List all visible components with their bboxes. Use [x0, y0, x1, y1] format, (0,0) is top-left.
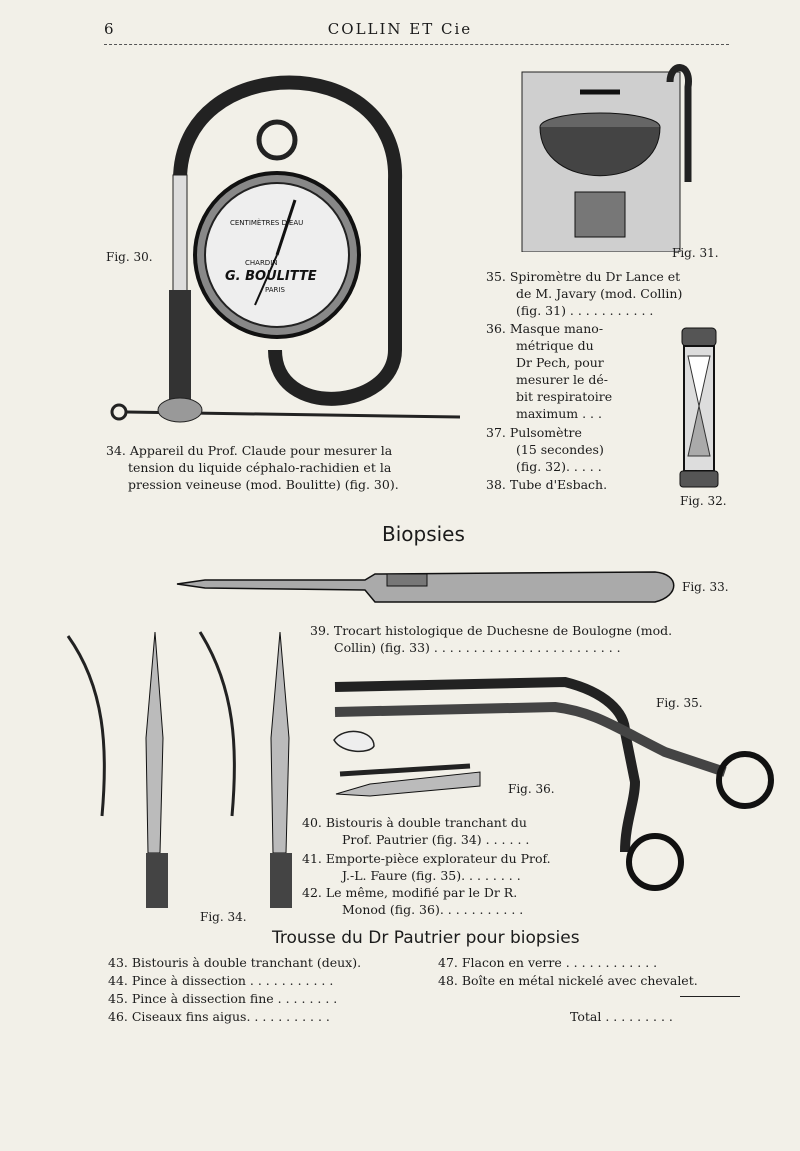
- header-rule: [104, 44, 729, 45]
- trousse-item-48: 48. Boîte en métal nickelé avec chevalet.: [438, 973, 698, 988]
- trousse-item-46: 46. Ciseaux fins aigus. . . . . . . . . . .: [108, 1009, 330, 1024]
- figure-31-spirometer-illustration: [520, 62, 730, 252]
- gauge-brand: G. BOULITTE: [225, 269, 317, 284]
- trousse-item-44: 44. Pince à dissection . . . . . . . . . . .: [108, 973, 334, 988]
- section-title-trousse: Trousse du Dr Pautrier pour biopsies: [272, 928, 580, 948]
- figure-34-scalpels-illustration: [60, 628, 310, 918]
- section-title-biopsies: Biopsies: [382, 522, 465, 546]
- item-41: 41. Emporte-pièce explorateur du Prof. J.-L. Faure (fig. 35). . . . . . . .: [302, 851, 551, 883]
- gauge-scale: CENTIMÈTRES D'EAU: [230, 219, 304, 227]
- fig-32-label: Fig. 32.: [680, 494, 727, 508]
- item-37: 37. Pulsomètre (15 secondes) (fig. 32). . . . .: [486, 425, 604, 474]
- figure-33-trocar-illustration: [175, 566, 685, 616]
- fig-36-label: Fig. 36.: [508, 782, 555, 796]
- gauge-maker: CHARDIN: [245, 259, 278, 267]
- gauge-city: PARIS: [265, 286, 285, 294]
- figure-36-punch-illustration: [330, 726, 490, 806]
- fig-34-label: Fig. 34.: [200, 910, 247, 924]
- item-38: 38. Tube d'Esbach.: [486, 477, 608, 492]
- fig-35-label: Fig. 35.: [656, 696, 703, 710]
- trousse-item-45: 45. Pince à dissection fine . . . . . . . .: [108, 991, 338, 1006]
- trousse-item-43: 43. Bistouris à double tranchant (deux).: [108, 955, 362, 970]
- figure-30-manometer-illustration: [105, 60, 465, 430]
- item-35: 35. Spiromètre du Dr Lance et de M. Javary (mod. Collin) (fig. 31) . . . . . . . . . . .: [486, 269, 683, 318]
- item-40: 40. Bistouris à double tranchant du Prof. Pautrier (fig. 34) . . . . . .: [302, 815, 530, 847]
- item-36: 36. Masque mano- métrique du Dr Pech, pour mesurer le dé- bit respiratoire maximum . . .: [486, 321, 613, 421]
- item-39: 39. Trocart histologique de Duchesne de Boulogne (mod. Collin) (fig. 33) . . . . . . . . . . . . . . . . . . . . . . . .: [310, 623, 673, 655]
- page-number: 6: [104, 20, 114, 38]
- trousse-item-47: 47. Flacon en verre . . . . . . . . . . . .: [438, 955, 658, 970]
- fig-33-label: Fig. 33.: [682, 580, 729, 594]
- fig-30-label: Fig. 30.: [106, 250, 153, 264]
- figure-32-hourglass-illustration: [676, 326, 722, 491]
- total-label: Total . . . . . . . . .: [570, 1009, 673, 1024]
- item-34: 34. Appareil du Prof. Claude pour mesurer la tension du liquide céphalo-rachidien et la pression veineuse (mod. Boulitte) (fig. 30).: [106, 443, 399, 492]
- fig-31-label: Fig. 31.: [672, 246, 719, 260]
- total-rule: [680, 996, 740, 997]
- running-header: COLLIN ET Cie: [327, 20, 473, 38]
- item-42: 42. Le même, modifié par le Dr R. Monod (fig. 36). . . . . . . . . . .: [302, 885, 524, 917]
